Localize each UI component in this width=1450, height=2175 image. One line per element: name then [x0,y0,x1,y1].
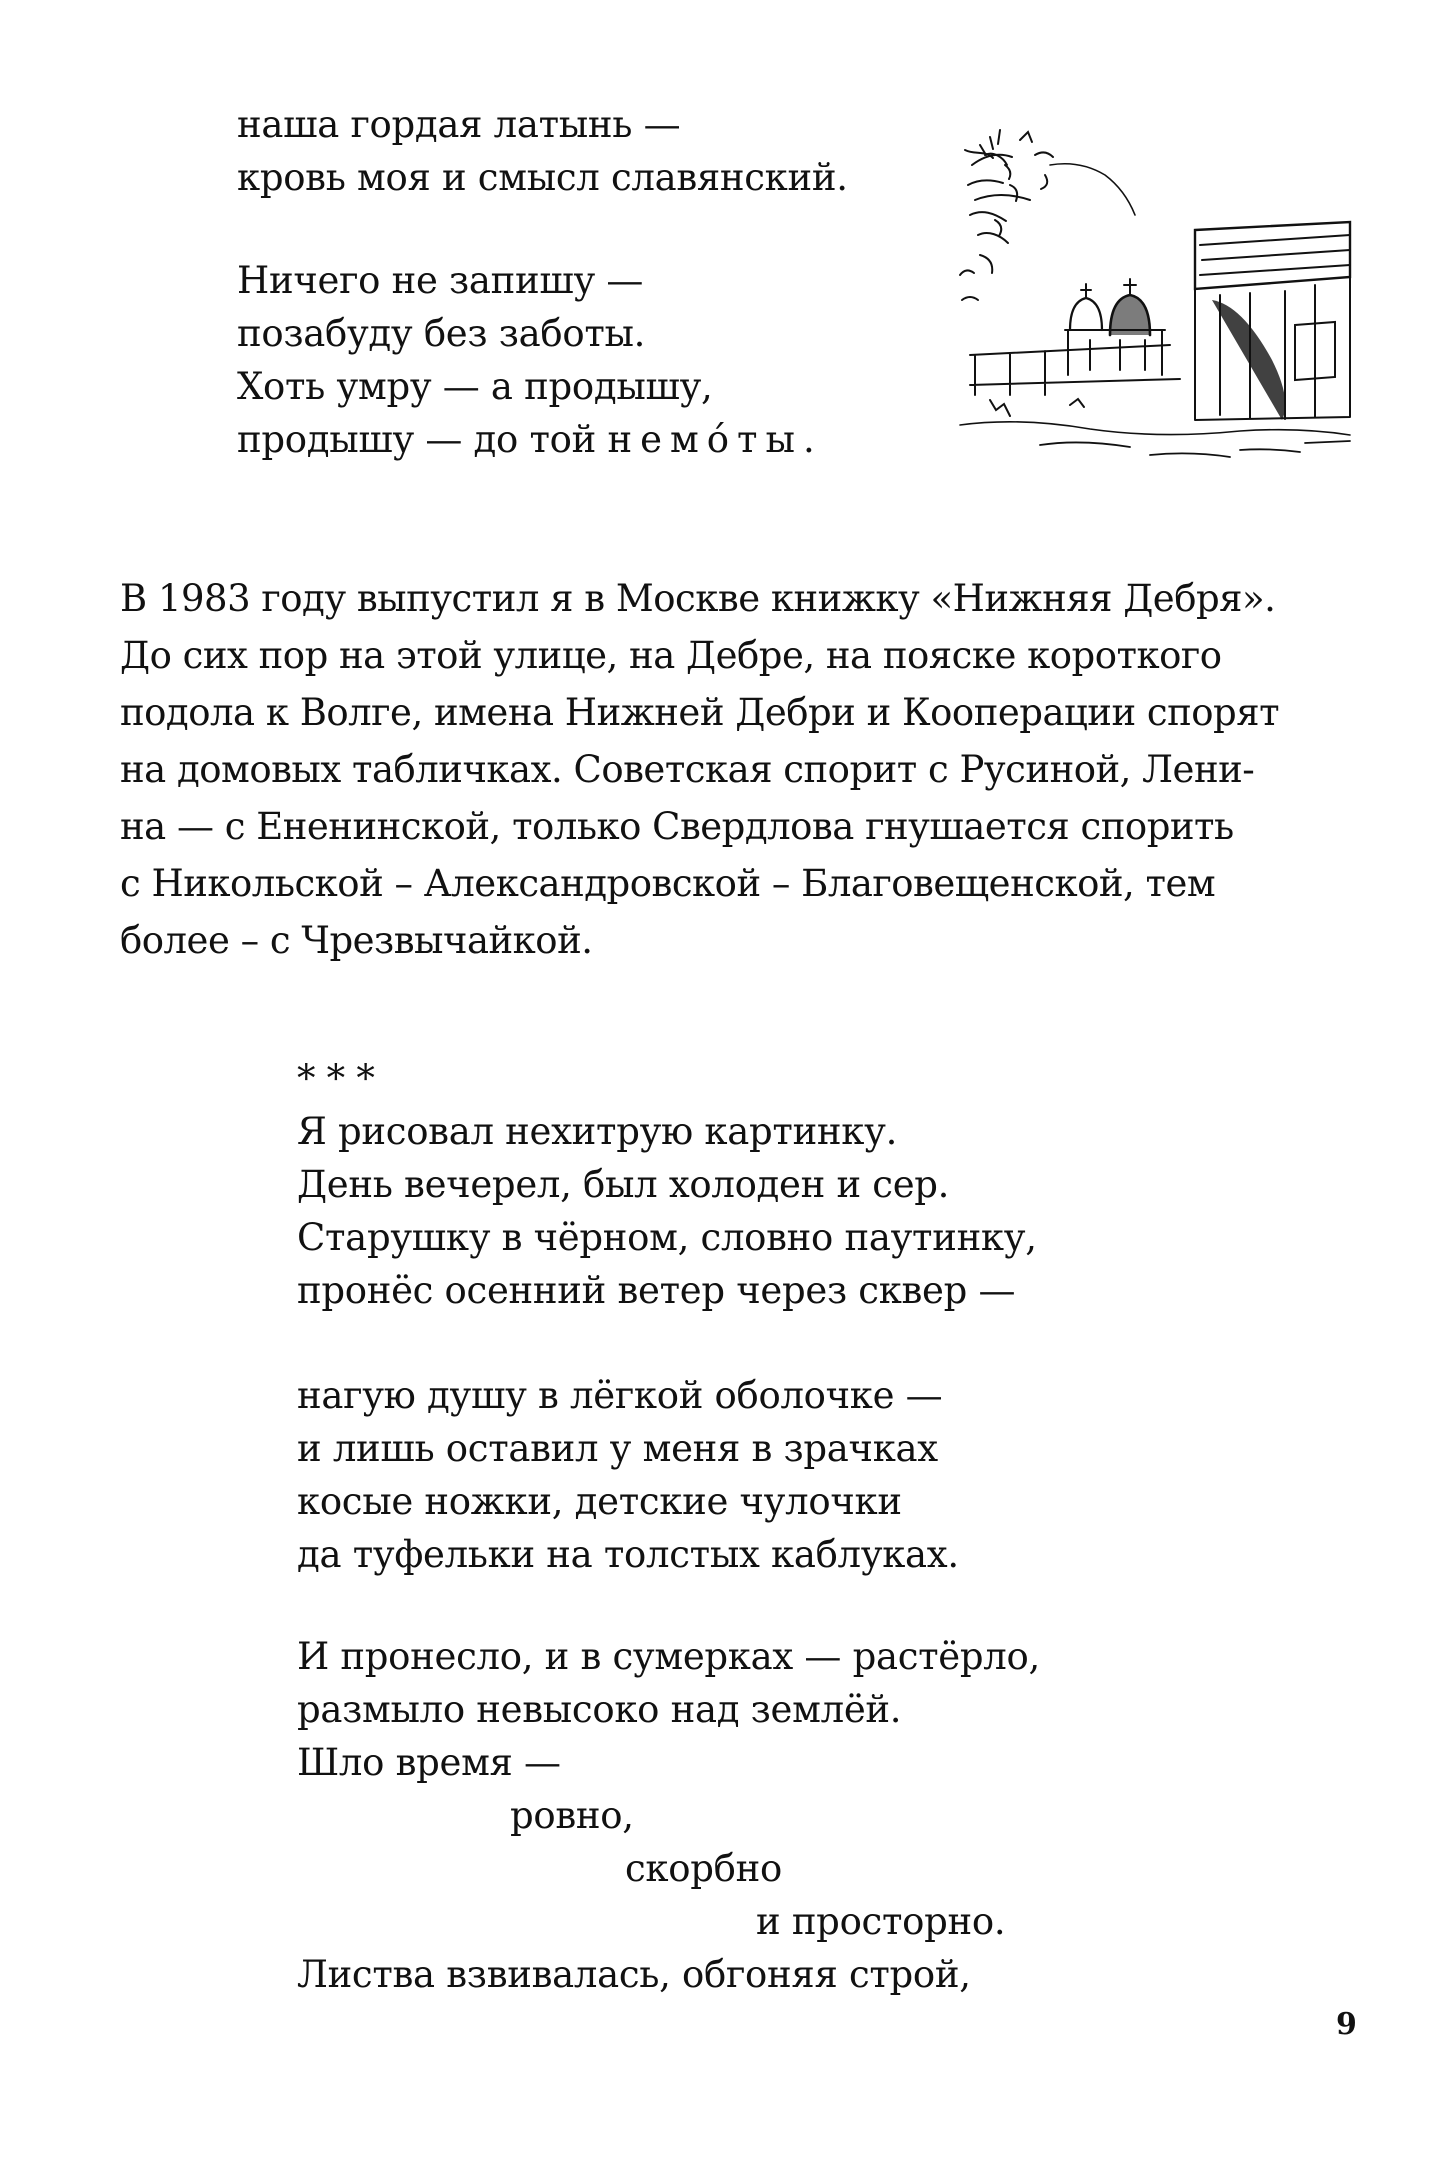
verse-line: кровь моя и смысл славянский. [237,156,848,199]
poem2-stanza-1 [297,1105,1037,1317]
verse-line: и лишь оставил у меня в зрачках [297,1427,938,1470]
ladder-line-3 [756,1895,1005,1948]
section-separator: * * * [297,1057,375,1100]
verse-line: ровно, [510,1794,634,1837]
verse-line: размыло невысоко над землёй. [297,1688,902,1731]
verse-line: косые ножки, детские чулочки [297,1480,902,1523]
poem2-stanza-3 [297,1630,1040,1789]
verse-line [237,413,814,466]
prose-line: более – с Чрезвычайкой. [120,919,593,962]
verse-line: наша гордая латынь — [237,103,681,146]
poem-asterisks [297,1052,375,1105]
verse-line: День вечерел, был холоден и сер. [297,1163,950,1206]
poem2-last-line [297,1948,971,2001]
verse-line: пронёс осенний ветер через сквер — [297,1269,1016,1312]
prose-line: с Никольской – Александровской – Благовещенской, тем [120,862,1216,905]
verse-line: Я рисовал нехитрую картинку. [297,1110,898,1153]
verse-line: Хоть умру — а продышу, [237,365,713,408]
page-number: 9 [1336,2007,1357,2042]
verse-line: Старушку в чёрном, словно паутинку, [297,1216,1037,1259]
verse-line: Шло время — [297,1741,561,1784]
spaced-word: немóты [607,418,803,461]
ladder-line-2 [625,1842,782,1895]
poem2-stanza-2 [297,1369,959,1581]
verse-line: и просторно. [756,1900,1006,1943]
poem-top-stanza-2 [237,254,814,466]
prose-line: подола к Волге, имена Нижней Дебри и Кооперации спорят [120,691,1280,734]
village-church-sketch-illustration [950,125,1355,470]
prose-paragraph [120,570,1279,969]
prose-line: До сих пор на этой улице, на Дебре, на пояске короткого [120,634,1222,677]
verse-line: да туфельки на толстых каблуках. [297,1533,959,1576]
prose-line: на домовых табличках. Советская спорит с Русиной, Лени- [120,748,1255,791]
verse-line: нагую душу в лёгкой оболочке — [297,1374,943,1417]
verse-line: Листва взвивалась, обгоняя строй, [297,1953,971,1996]
verse-text: . [802,418,815,461]
ladder-line-1 [510,1789,634,1842]
prose-line: на — с Ененинской, только Свердлова гнушается спорить [120,805,1234,848]
verse-text: продышу — до той [237,418,608,461]
poem-top-stanza-1 [237,98,848,204]
prose-line: В 1983 году выпустил я в Москве книжку «Нижняя Дебря». [120,577,1276,620]
verse-line: скорбно [625,1847,782,1890]
verse-line: И пронесло, и в сумерках — растёрло, [297,1635,1040,1678]
verse-line: Ничего не запишу — [237,259,644,302]
verse-line: позабуду без заботы. [237,312,646,355]
